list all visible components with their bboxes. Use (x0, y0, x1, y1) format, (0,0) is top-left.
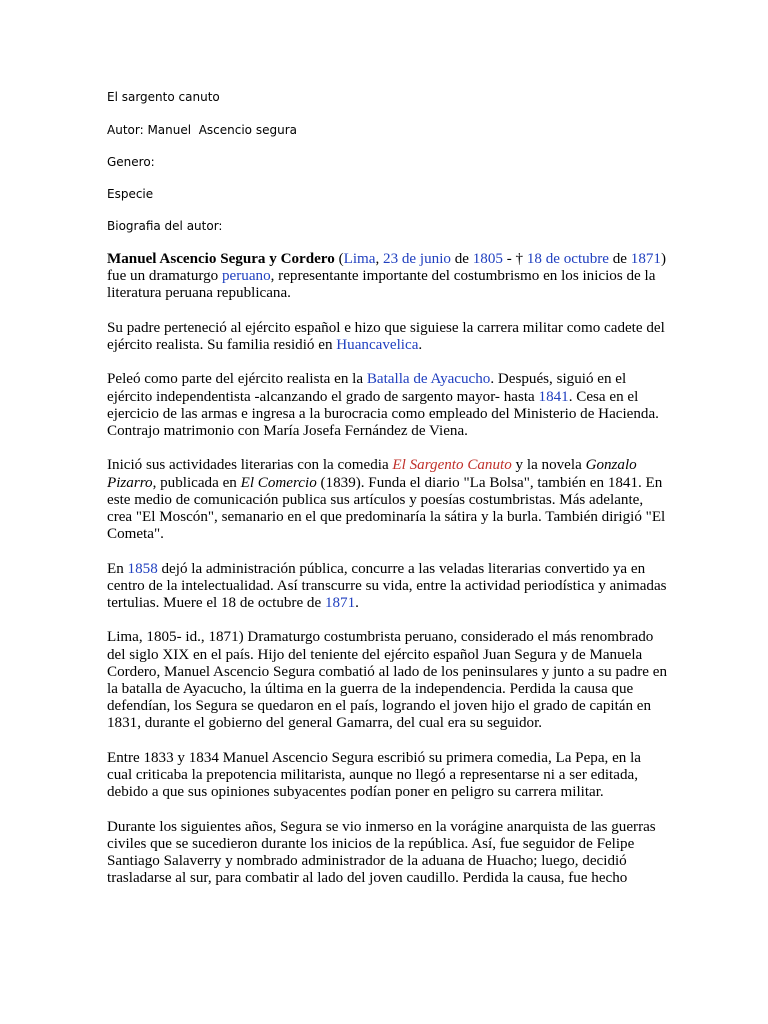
paragraph-8: Durante los siguientes años, Segura se vio inmerso en la vorágine anarquista de las guerras civiles que se sucedieron durante los inicios de la república. Así, fue seguidor de Felipe Santiago Salaverry y nombrado administrador de la aduana de Huacho; luego, decidió trasladarse al sur, para combatir al lado del joven caudillo. Perdida la causa, fue hecho (107, 818, 656, 887)
link-batalla-de-ayacucho[interactable]: Batalla de Ayacucho (366, 371, 491, 388)
paragraph-5: En 1858 dejó la administración pública, concurre a las veladas literarias convertido ya en centro de la intelectualidad. Así transcurre su vida, entre la actividad periodística y animadas tertulias. Muere el 18 de octubre de 1871. (107, 560, 667, 611)
link-1871[interactable]: 1871 (630, 251, 661, 267)
paragraph-2: Su padre perteneció al ejército español e hizo que siguiese la carrera militar como cadete del ejército realista. Su familia residió en Huancavelica. (107, 319, 665, 353)
link-1858[interactable]: 1858 (127, 560, 158, 577)
paragraph-7: Entre 1833 y 1834 Manuel Ascencio Segura escribió su primera comedia, La Pepa, en la cual criticaba la prepotencia militarista, aunque no llegó a representarse ni a ser editada, debido a que sus opiniones subyacentes podían poner en peligro su carrera militar. (107, 749, 641, 801)
link-huancavelica[interactable]: Huancavelica (336, 337, 419, 353)
paragraph-6: Lima, 1805- id., 1871) Dramaturgo costumbrista peruano, considerado el más renombrado del siglo XIX en el país. Hijo del teniente del ejército español Juan Segura y de Manuela Cordero, Manuel Ascencio Segura combatió al lado de los peninsulares y junto a su padre en la batalla de Ayacucho, la última en la guerra de la independencia. Perdida la causa que defendían, los Segura se quedaron en el país, logrando el joven hijo el grado de capitán en 1831, durante el gobierno del general Gamarra, del cual era su seguidor. (107, 629, 667, 732)
paragraph-3: Peleó como parte del ejército realista en la Batalla de Ayacucho. Después, siguió en el ejército independentista -alcanzando el grado de sargento mayor- hasta 1841. Cesa en el ejercicio de las armas e ingresa a la burocracia como empleado del Ministerio de Hacienda. Contrajo matrimonio con María Josefa Fernández de Viena. (107, 371, 659, 439)
link-lima[interactable]: Lima (343, 251, 376, 267)
link-1871-death[interactable]: 1871 (324, 595, 356, 611)
work-gonzalo-pizarro: Gonzalo Pizarro (107, 457, 637, 491)
doc-title: El sargento canuto (107, 90, 220, 104)
newspaper-el-comercio: El Comercio (240, 474, 317, 491)
paragraph-4: Inició sus actividades literarias con la comedia El Sargento Canuto y la novela Gonzalo Pizarro, publicada en El Comercio (1839). Funda el diario "La Bolsa", también en 1841. En este medio de comunicación publica sus artículos y poesías costumbristas. Más adelante, crea "El Moscón", semanario en el que predominaría la sátira y la burla. También dirigió "El Cometa". (107, 457, 666, 543)
link-18-de-octubre[interactable]: 18 de octubre (526, 251, 609, 267)
paragraph-1: Manuel Ascencio Segura y Cordero (Lima, 23 de junio de 1805 - † 18 de octubre de 1871) fue un dramaturgo peruano, representante importante del costumbrismo en los inicios de la literatura peruana republicana. (107, 251, 666, 302)
bio-label: Biografia del autor: (107, 219, 223, 233)
link-peruano[interactable]: peruano (222, 268, 271, 285)
link-23-de-junio[interactable]: 23 de junio (383, 251, 451, 267)
genre-line: Genero: (107, 155, 155, 169)
author-full-name: Manuel Ascencio Segura y Cordero (107, 251, 335, 267)
species-line: Especie (107, 187, 154, 201)
biography-body (107, 251, 667, 905)
link-el-sargento-canuto[interactable]: El Sargento Canuto (392, 457, 512, 474)
link-1805[interactable]: 1805 (472, 251, 503, 267)
link-1841[interactable]: 1841 (538, 388, 569, 405)
author-line: Autor: Manuel Ascencio segura (107, 123, 297, 137)
